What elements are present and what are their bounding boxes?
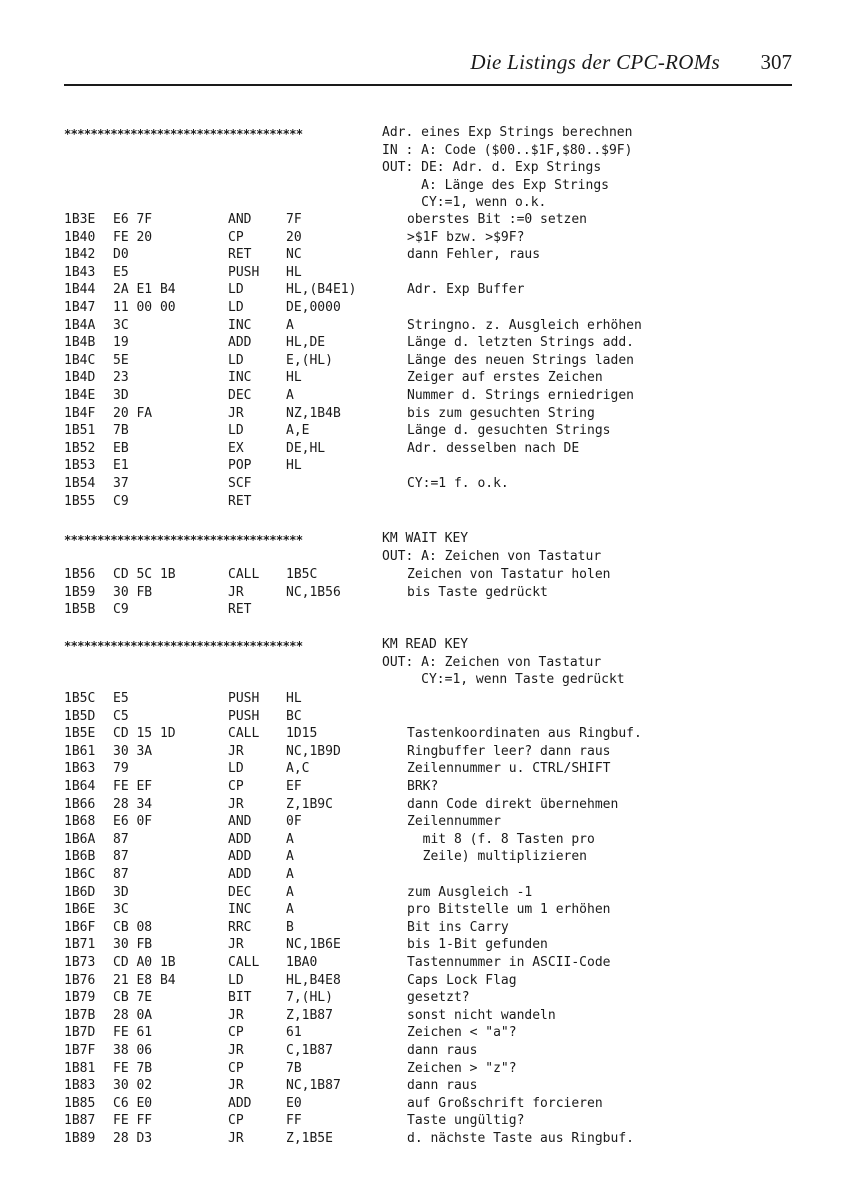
operand: NC	[286, 247, 302, 263]
code-line	[0, 317, 841, 335]
routine-description: Adr. eines Exp Strings berechnen	[382, 125, 633, 140]
code-line	[0, 387, 841, 405]
running-title: Die Listings der CPC-ROMs	[470, 50, 720, 74]
operand: A,E	[286, 423, 310, 439]
operand: HL,B4E8	[286, 972, 341, 988]
routine-description: CY:=1, wenn Taste gedrückt	[382, 672, 625, 688]
mnemonic: ADD	[228, 1095, 252, 1111]
opcode-bytes: D0	[113, 247, 129, 263]
routine-description: KM READ KEY	[382, 637, 469, 652]
mnemonic: BIT	[228, 990, 252, 1006]
operand: A	[286, 867, 294, 882]
code-line	[0, 936, 841, 954]
routine-description: OUT: A: Zeichen von Tastatur	[382, 654, 602, 670]
code-line	[0, 743, 841, 761]
mnemonic: LD	[228, 423, 244, 439]
code-line	[0, 690, 841, 708]
opcode-bytes: FE FF	[113, 1113, 153, 1129]
opcode-bytes: 23	[113, 370, 129, 386]
comment: Bit ins Carry	[407, 919, 509, 935]
comment: Caps Lock Flag	[407, 972, 517, 988]
mnemonic: CP	[228, 779, 244, 794]
mnemonic: RET	[228, 602, 252, 618]
code-line	[0, 1112, 841, 1130]
code-line	[0, 884, 841, 902]
code-line	[0, 475, 841, 493]
operand: A	[286, 317, 294, 333]
operand: 1BA0	[286, 955, 318, 970]
address: 1B52	[64, 440, 96, 456]
opcode-bytes: 2A E1 B4	[113, 282, 176, 298]
opcode-bytes: C9	[113, 602, 129, 618]
code-line	[0, 989, 841, 1007]
code-line	[0, 264, 841, 282]
mnemonic: JR	[228, 1131, 244, 1146]
opcode-bytes: 11 00 00	[113, 300, 176, 315]
address: 1B4C	[64, 352, 96, 368]
opcode-bytes: 79	[113, 761, 129, 777]
mnemonic: LD	[228, 972, 244, 988]
operand: Z,1B5E	[286, 1131, 333, 1146]
operand: Z,1B9C	[286, 796, 333, 812]
code-line	[0, 1042, 841, 1060]
code-line	[0, 972, 841, 990]
operand: 0F	[286, 814, 302, 830]
operand: A	[286, 902, 294, 918]
address: 1B6F	[64, 919, 96, 935]
code-line	[0, 813, 841, 831]
code-line	[0, 866, 841, 884]
address: 1B5C	[64, 691, 96, 706]
code-line	[0, 1024, 841, 1042]
operand: 61	[286, 1025, 302, 1041]
address: 1B7B	[64, 1007, 96, 1023]
operand: 7F	[286, 212, 302, 227]
operand: NZ,1B4B	[286, 405, 341, 421]
mnemonic: ADD	[228, 849, 252, 865]
operand: HL	[286, 458, 302, 474]
comment: Länge des neuen Strings laden	[407, 352, 634, 368]
address: 1B63	[64, 761, 96, 777]
opcode-bytes: 30 02	[113, 1078, 153, 1094]
mnemonic: CALL	[228, 955, 260, 970]
comment: d. nächste Taste aus Ringbuf.	[407, 1131, 634, 1146]
opcode-bytes: FE 7B	[113, 1060, 153, 1076]
comment: Ringbuffer leer? dann raus	[407, 743, 611, 759]
address: 1B4D	[64, 370, 96, 386]
comment: sonst nicht wandeln	[407, 1007, 556, 1023]
address: 1B56	[64, 567, 96, 582]
routine-description: OUT: DE: Adr. d. Exp Strings	[382, 160, 602, 176]
opcode-bytes: E5	[113, 691, 129, 706]
comment: bis 1-Bit gefunden	[407, 937, 548, 953]
comment: CY:=1 f. o.k.	[407, 476, 509, 491]
opcode-bytes: 87	[113, 849, 129, 865]
operand: E0	[286, 1095, 302, 1111]
opcode-bytes: E6 7F	[113, 212, 153, 227]
address: 1B89	[64, 1131, 96, 1146]
opcode-bytes: C5	[113, 708, 129, 724]
opcode-bytes: E6 0F	[113, 814, 153, 830]
mnemonic: AND	[228, 814, 252, 830]
opcode-bytes: CD 5C 1B	[113, 567, 176, 582]
address: 1B61	[64, 743, 96, 759]
opcode-bytes: FE 20	[113, 229, 153, 245]
code-line	[0, 901, 841, 919]
opcode-bytes: C6 E0	[113, 1095, 153, 1111]
opcode-bytes: 3C	[113, 902, 129, 918]
mnemonic: RET	[228, 493, 252, 509]
separator-stars: ************************************	[64, 639, 303, 653]
comment: Zeilennummer	[407, 814, 501, 830]
code-line	[0, 299, 841, 317]
operand: NC,1B6E	[286, 937, 341, 953]
address: 1B44	[64, 282, 96, 298]
operand: E,(HL)	[286, 352, 333, 368]
opcode-bytes: CB 08	[113, 919, 153, 935]
operand: EF	[286, 779, 302, 794]
mnemonic: PUSH	[228, 691, 260, 706]
address: 1B6C	[64, 867, 96, 882]
code-line	[0, 334, 841, 352]
page-number: 307	[760, 50, 792, 74]
mnemonic: DEC	[228, 388, 252, 403]
mnemonic: JR	[228, 937, 244, 953]
address: 1B54	[64, 476, 96, 491]
operand: HL	[286, 691, 302, 706]
code-line	[0, 493, 841, 511]
address: 1B55	[64, 493, 96, 509]
opcode-bytes: E5	[113, 264, 129, 280]
opcode-bytes: FE 61	[113, 1025, 153, 1041]
operand: A	[286, 831, 294, 847]
comment: dann raus	[407, 1078, 478, 1094]
mnemonic: PUSH	[228, 708, 260, 724]
comment: Zeichen von Tastatur holen	[407, 567, 611, 582]
comment: mit 8 (f. 8 Tasten pro	[407, 831, 595, 847]
opcode-bytes: 7B	[113, 423, 129, 439]
code-line	[0, 457, 841, 475]
opcode-bytes: 3D	[113, 388, 129, 403]
address: 1B4E	[64, 388, 96, 403]
routine-description: A: Länge des Exp Strings	[382, 177, 609, 193]
opcode-bytes: 28 0A	[113, 1007, 153, 1023]
mnemonic: JR	[228, 584, 244, 600]
opcode-bytes: C9	[113, 493, 129, 509]
mnemonic: POP	[228, 458, 252, 474]
operand: A,C	[286, 761, 310, 777]
opcode-bytes: 3C	[113, 317, 129, 333]
address: 1B7F	[64, 1043, 96, 1058]
comment: Länge d. letzten Strings add.	[407, 335, 634, 351]
opcode-bytes: 38 06	[113, 1043, 153, 1058]
opcode-bytes: 5E	[113, 352, 129, 368]
opcode-bytes: 3D	[113, 884, 129, 900]
operand: HL	[286, 264, 302, 280]
operand: 1B5C	[286, 567, 318, 582]
comment: Stringno. z. Ausgleich erhöhen	[407, 317, 642, 333]
mnemonic: ADD	[228, 867, 252, 882]
mnemonic: INC	[228, 370, 252, 386]
operand: 20	[286, 229, 302, 245]
address: 1B4A	[64, 317, 96, 333]
mnemonic: RET	[228, 247, 252, 263]
operand: A	[286, 388, 294, 403]
code-line	[0, 584, 841, 602]
comment: auf Großschrift forcieren	[407, 1095, 603, 1111]
comment: bis zum gesuchten String	[407, 405, 595, 421]
code-line	[0, 1095, 841, 1113]
operand: BC	[286, 708, 302, 724]
code-line	[0, 919, 841, 937]
address: 1B7D	[64, 1025, 96, 1041]
operand: B	[286, 919, 294, 935]
address: 1B66	[64, 796, 96, 812]
address: 1B5D	[64, 708, 96, 724]
mnemonic: CALL	[228, 726, 260, 742]
operand: NC,1B9D	[286, 743, 341, 759]
code-line	[0, 246, 841, 264]
routine-description: CY:=1, wenn o.k.	[382, 195, 547, 211]
operand: Z,1B87	[286, 1007, 333, 1023]
comment: Länge d. gesuchten Strings	[407, 423, 611, 439]
code-line	[0, 422, 841, 440]
opcode-bytes: FE EF	[113, 779, 153, 794]
opcode-bytes: 37	[113, 476, 129, 491]
comment: Tastenkoordinaten aus Ringbuf.	[407, 726, 642, 742]
mnemonic: EX	[228, 440, 244, 456]
opcode-bytes: 30 FB	[113, 584, 153, 600]
address: 1B76	[64, 972, 96, 988]
operand: 7B	[286, 1060, 302, 1076]
operand: NC,1B87	[286, 1078, 341, 1094]
comment: Adr. Exp Buffer	[407, 282, 525, 298]
address: 1B6B	[64, 849, 96, 865]
comment: >$1F bzw. >$9F?	[407, 229, 525, 245]
opcode-bytes: E1	[113, 458, 129, 474]
mnemonic: PUSH	[228, 264, 260, 280]
address: 1B42	[64, 247, 96, 263]
address: 1B53	[64, 458, 96, 474]
comment: bis Taste gedrückt	[407, 584, 548, 600]
opcode-bytes: 30 3A	[113, 743, 153, 759]
comment: Tastennummer in ASCII-Code	[407, 955, 611, 970]
operand: DE,0000	[286, 300, 341, 315]
address: 1B68	[64, 814, 96, 830]
code-line	[0, 725, 841, 743]
address: 1B6D	[64, 884, 96, 900]
address: 1B5B	[64, 602, 96, 618]
mnemonic: INC	[228, 317, 252, 333]
address: 1B6A	[64, 831, 96, 847]
mnemonic: JR	[228, 1078, 244, 1094]
operand: C,1B87	[286, 1043, 333, 1058]
code-line	[0, 1060, 841, 1078]
comment: dann raus	[407, 1043, 478, 1058]
code-line	[0, 211, 841, 229]
comment: Zeiger auf erstes Zeichen	[407, 370, 603, 386]
mnemonic: CP	[228, 1025, 244, 1041]
code-line	[0, 405, 841, 423]
operand: 1D15	[286, 726, 318, 742]
operand: A	[286, 884, 294, 900]
address: 1B40	[64, 229, 96, 245]
routine-description: IN : A: Code ($00..$1F,$80..$9F)	[382, 142, 633, 158]
code-line	[0, 848, 841, 866]
routine-description: OUT: A: Zeichen von Tastatur	[382, 548, 602, 564]
comment: zum Ausgleich -1	[407, 884, 533, 900]
opcode-bytes: CD 15 1D	[113, 726, 176, 742]
comment: Nummer d. Strings erniedrigen	[407, 388, 634, 403]
operand: 7,(HL)	[286, 990, 333, 1006]
code-line	[0, 760, 841, 778]
opcode-bytes: 28 D3	[113, 1131, 153, 1146]
code-line	[0, 778, 841, 796]
mnemonic: RRC	[228, 919, 252, 935]
address: 1B83	[64, 1078, 96, 1094]
opcode-bytes: 87	[113, 831, 129, 847]
mnemonic: DEC	[228, 884, 252, 900]
code-line	[0, 281, 841, 299]
comment: Zeilennummer u. CTRL/SHIFT	[407, 761, 611, 777]
opcode-bytes: 19	[113, 335, 129, 351]
address: 1B71	[64, 937, 96, 953]
opcode-bytes: CB 7E	[113, 990, 153, 1006]
address: 1B43	[64, 264, 96, 280]
address: 1B47	[64, 300, 96, 315]
operand: HL,DE	[286, 335, 326, 351]
operand: A	[286, 849, 294, 865]
code-line	[0, 229, 841, 247]
code-line	[0, 566, 841, 584]
opcode-bytes: 87	[113, 867, 129, 882]
mnemonic: CP	[228, 1113, 244, 1129]
address: 1B4F	[64, 405, 96, 421]
mnemonic: INC	[228, 902, 252, 918]
address: 1B81	[64, 1060, 96, 1076]
opcode-bytes: 21 E8 B4	[113, 972, 176, 988]
comment: oberstes Bit :=0 setzen	[407, 212, 588, 227]
code-line	[0, 954, 841, 972]
address: 1B4B	[64, 335, 96, 351]
operand: HL	[286, 370, 302, 386]
comment: Zeile) multiplizieren	[407, 849, 588, 865]
mnemonic: LD	[228, 282, 244, 298]
address: 1B64	[64, 779, 96, 794]
mnemonic: JR	[228, 405, 244, 421]
mnemonic: JR	[228, 1007, 244, 1023]
mnemonic: SCF	[228, 476, 252, 491]
mnemonic: ADD	[228, 335, 252, 351]
opcode-bytes: CD A0 1B	[113, 955, 176, 970]
comment: Zeichen < "a"?	[407, 1025, 517, 1041]
operand: FF	[286, 1113, 302, 1129]
code-line	[0, 1130, 841, 1148]
mnemonic: ADD	[228, 831, 252, 847]
comment: pro Bitstelle um 1 erhöhen	[407, 902, 611, 918]
mnemonic: CP	[228, 229, 244, 245]
comment: dann Code direkt übernehmen	[407, 796, 619, 812]
opcode-bytes: 28 34	[113, 796, 153, 812]
operand: DE,HL	[286, 440, 326, 456]
operand: NC,1B56	[286, 584, 341, 600]
address: 1B85	[64, 1095, 96, 1111]
comment: dann Fehler, raus	[407, 247, 541, 263]
code-line	[0, 440, 841, 458]
mnemonic: LD	[228, 300, 244, 315]
code-line	[0, 1007, 841, 1025]
mnemonic: JR	[228, 1043, 244, 1058]
code-line	[0, 1077, 841, 1095]
separator-stars: ************************************	[64, 127, 303, 141]
code-line	[0, 352, 841, 370]
mnemonic: CP	[228, 1060, 244, 1076]
comment: Taste ungültig?	[407, 1113, 525, 1129]
mnemonic: LD	[228, 761, 244, 777]
address: 1B59	[64, 584, 96, 600]
comment: Adr. desselben nach DE	[407, 440, 580, 456]
comment: gesetzt?	[407, 990, 470, 1006]
comment: Zeichen > "z"?	[407, 1060, 517, 1076]
code-line	[0, 601, 841, 619]
mnemonic: JR	[228, 796, 244, 812]
code-line	[0, 796, 841, 814]
routine-description: KM WAIT KEY	[382, 531, 469, 546]
address: 1B51	[64, 423, 96, 439]
address: 1B87	[64, 1113, 96, 1129]
mnemonic: AND	[228, 212, 252, 227]
address: 1B6E	[64, 902, 96, 918]
separator-stars: ************************************	[64, 533, 303, 547]
address: 1B3E	[64, 212, 96, 227]
address: 1B5E	[64, 726, 96, 742]
address: 1B79	[64, 990, 96, 1006]
code-line	[0, 831, 841, 849]
code-line	[0, 708, 841, 726]
comment: BRK?	[407, 779, 439, 794]
opcode-bytes: 30 FB	[113, 937, 153, 953]
opcode-bytes: 20 FA	[113, 405, 153, 421]
mnemonic: LD	[228, 352, 244, 368]
operand: HL,(B4E1)	[286, 282, 357, 298]
code-line	[0, 369, 841, 387]
address: 1B73	[64, 955, 96, 970]
opcode-bytes: EB	[113, 440, 129, 456]
mnemonic: JR	[228, 743, 244, 759]
mnemonic: CALL	[228, 567, 260, 582]
